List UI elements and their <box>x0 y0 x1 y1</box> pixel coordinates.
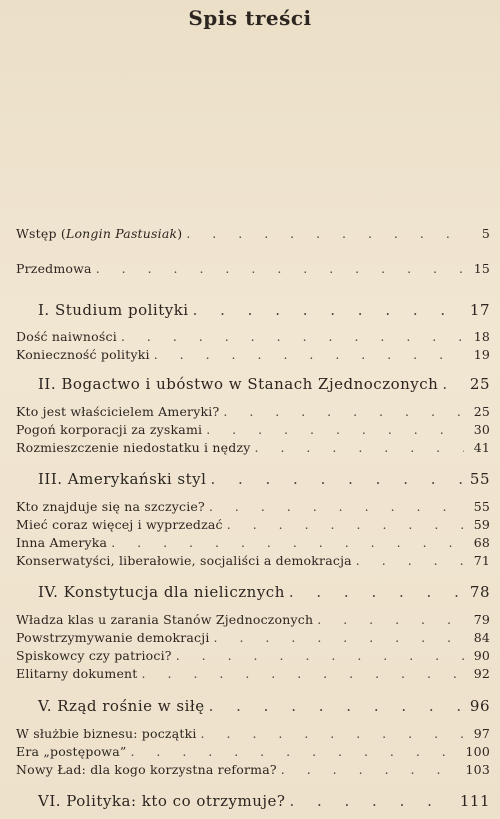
toc-section <box>16 648 490 666</box>
dot-leader <box>317 612 464 627</box>
page-number: 55 <box>469 470 490 488</box>
chapter-title: V. Rząd rośnie w siłę <box>38 697 205 715</box>
page-number: 19 <box>473 347 490 362</box>
toc-section <box>16 329 490 347</box>
dot-leader <box>223 404 464 419</box>
dot-leader <box>442 375 464 393</box>
dot-leader <box>289 583 464 601</box>
toc-section <box>16 440 490 458</box>
page-number: 55 <box>473 499 490 514</box>
section-title: Konserwatyści, liberałowie, socjaliści a demokracja <box>16 553 352 568</box>
dot-leader <box>121 329 464 344</box>
chapter-title: IV. Konstytucja dla nielicznych <box>38 583 285 601</box>
page-number: 100 <box>465 744 490 759</box>
toc-section <box>16 762 490 780</box>
page-number: 15 <box>473 261 490 276</box>
toc-entry-przedmowa <box>16 261 490 279</box>
dot-leader <box>227 517 464 532</box>
page-number: 25 <box>473 404 490 419</box>
toc-section <box>16 404 490 422</box>
dot-leader <box>193 301 464 319</box>
page-number: 84 <box>473 630 490 645</box>
dot-leader <box>255 440 464 455</box>
section-title: Inna Ameryka <box>16 535 108 550</box>
page-number: 103 <box>465 762 490 777</box>
dot-leader <box>201 726 464 741</box>
section-title: Kto znajduje się na szczycie? <box>16 499 205 514</box>
dot-leader <box>96 261 464 276</box>
toc-entry-label: Przedmowa <box>16 261 92 276</box>
chapter-title: III. Amerykański styl <box>38 470 207 488</box>
section-title: Mieć coraz więcej i wyprzedzać <box>16 517 223 532</box>
section-title: Dość naiwności <box>16 329 117 344</box>
toc-section <box>16 630 490 648</box>
section-title: Powstrzymywanie demokracji <box>16 630 210 645</box>
page-number: 92 <box>473 666 490 681</box>
dot-leader <box>209 499 464 514</box>
toc-section <box>16 553 490 571</box>
chapter-title: I. Studium polityki <box>38 301 189 319</box>
section-title: Władza klas u zarania Stanów Zjednoczonych <box>16 612 314 627</box>
chapter-title: II. Bogactwo i ubóstwo w Stanach Zjednoczonych <box>38 375 439 393</box>
section-title: Elitarny dokument <box>16 666 138 681</box>
section-title: Konieczność polityki <box>16 347 150 362</box>
dot-leader <box>142 666 464 681</box>
dot-leader <box>289 792 455 810</box>
toc-section <box>16 535 490 553</box>
toc-chapter-2 <box>16 375 490 393</box>
toc-section <box>16 517 490 535</box>
page-number: 5 <box>481 226 490 241</box>
page-number: 78 <box>469 583 490 601</box>
page-number: 59 <box>473 517 490 532</box>
dot-leader <box>130 744 461 759</box>
dot-leader <box>154 347 464 362</box>
page-number: 96 <box>469 697 490 715</box>
section-title: W służbie biznesu: początki <box>16 726 197 741</box>
section-title: Spiskowcy czy patrioci? <box>16 648 172 663</box>
section-title: Nowy Ład: dla kogo korzystna reforma? <box>16 762 277 777</box>
page-number: 17 <box>469 301 490 319</box>
toc-section <box>16 499 490 517</box>
page-number: 68 <box>473 535 490 550</box>
toc-chapter-3 <box>16 470 490 488</box>
author-name: Longin Pastusiak <box>65 226 178 241</box>
dot-leader <box>214 630 464 645</box>
page-number: 71 <box>473 553 490 568</box>
page-number: 25 <box>469 375 490 393</box>
toc-chapter-1 <box>16 301 490 319</box>
section-title: Rozmieszczenie niedostatku i nędzy <box>16 440 251 455</box>
toc-chapter-5 <box>16 697 490 715</box>
dot-leader <box>210 470 464 488</box>
dot-leader <box>281 762 462 777</box>
dot-leader <box>356 553 464 568</box>
section-title: Pogoń korporacji za zyskami <box>16 422 203 437</box>
page-number: 90 <box>473 648 490 663</box>
toc-section <box>16 422 490 440</box>
toc-section <box>16 744 490 762</box>
dot-leader <box>186 226 464 241</box>
section-title: Era „postępowa” <box>16 744 127 759</box>
section-title: Kto jest właścicielem Ameryki? <box>16 404 220 419</box>
toc-section <box>16 612 490 630</box>
dot-leader <box>111 535 464 550</box>
chapter-title: VI. Polityka: kto co otrzymuje? <box>38 792 286 810</box>
page-number: 97 <box>473 726 490 741</box>
toc-section <box>16 726 490 744</box>
toc-section <box>16 347 490 365</box>
dot-leader <box>206 422 464 437</box>
toc-entry-wstep <box>16 226 490 244</box>
page-number: 18 <box>473 329 490 344</box>
page-number: 79 <box>473 612 490 627</box>
toc-chapter-4 <box>16 583 490 601</box>
toc-chapter-6 <box>16 792 490 810</box>
toc-section <box>16 666 490 684</box>
page-number: 41 <box>473 440 490 455</box>
toc-entry-label: Wstęp (Longin Pastusiak) <box>16 226 183 241</box>
dot-leader <box>176 648 464 663</box>
page-number: 111 <box>459 792 490 810</box>
page-title: Spis treści <box>188 6 312 30</box>
dot-leader <box>209 697 464 715</box>
page-number: 30 <box>473 422 490 437</box>
